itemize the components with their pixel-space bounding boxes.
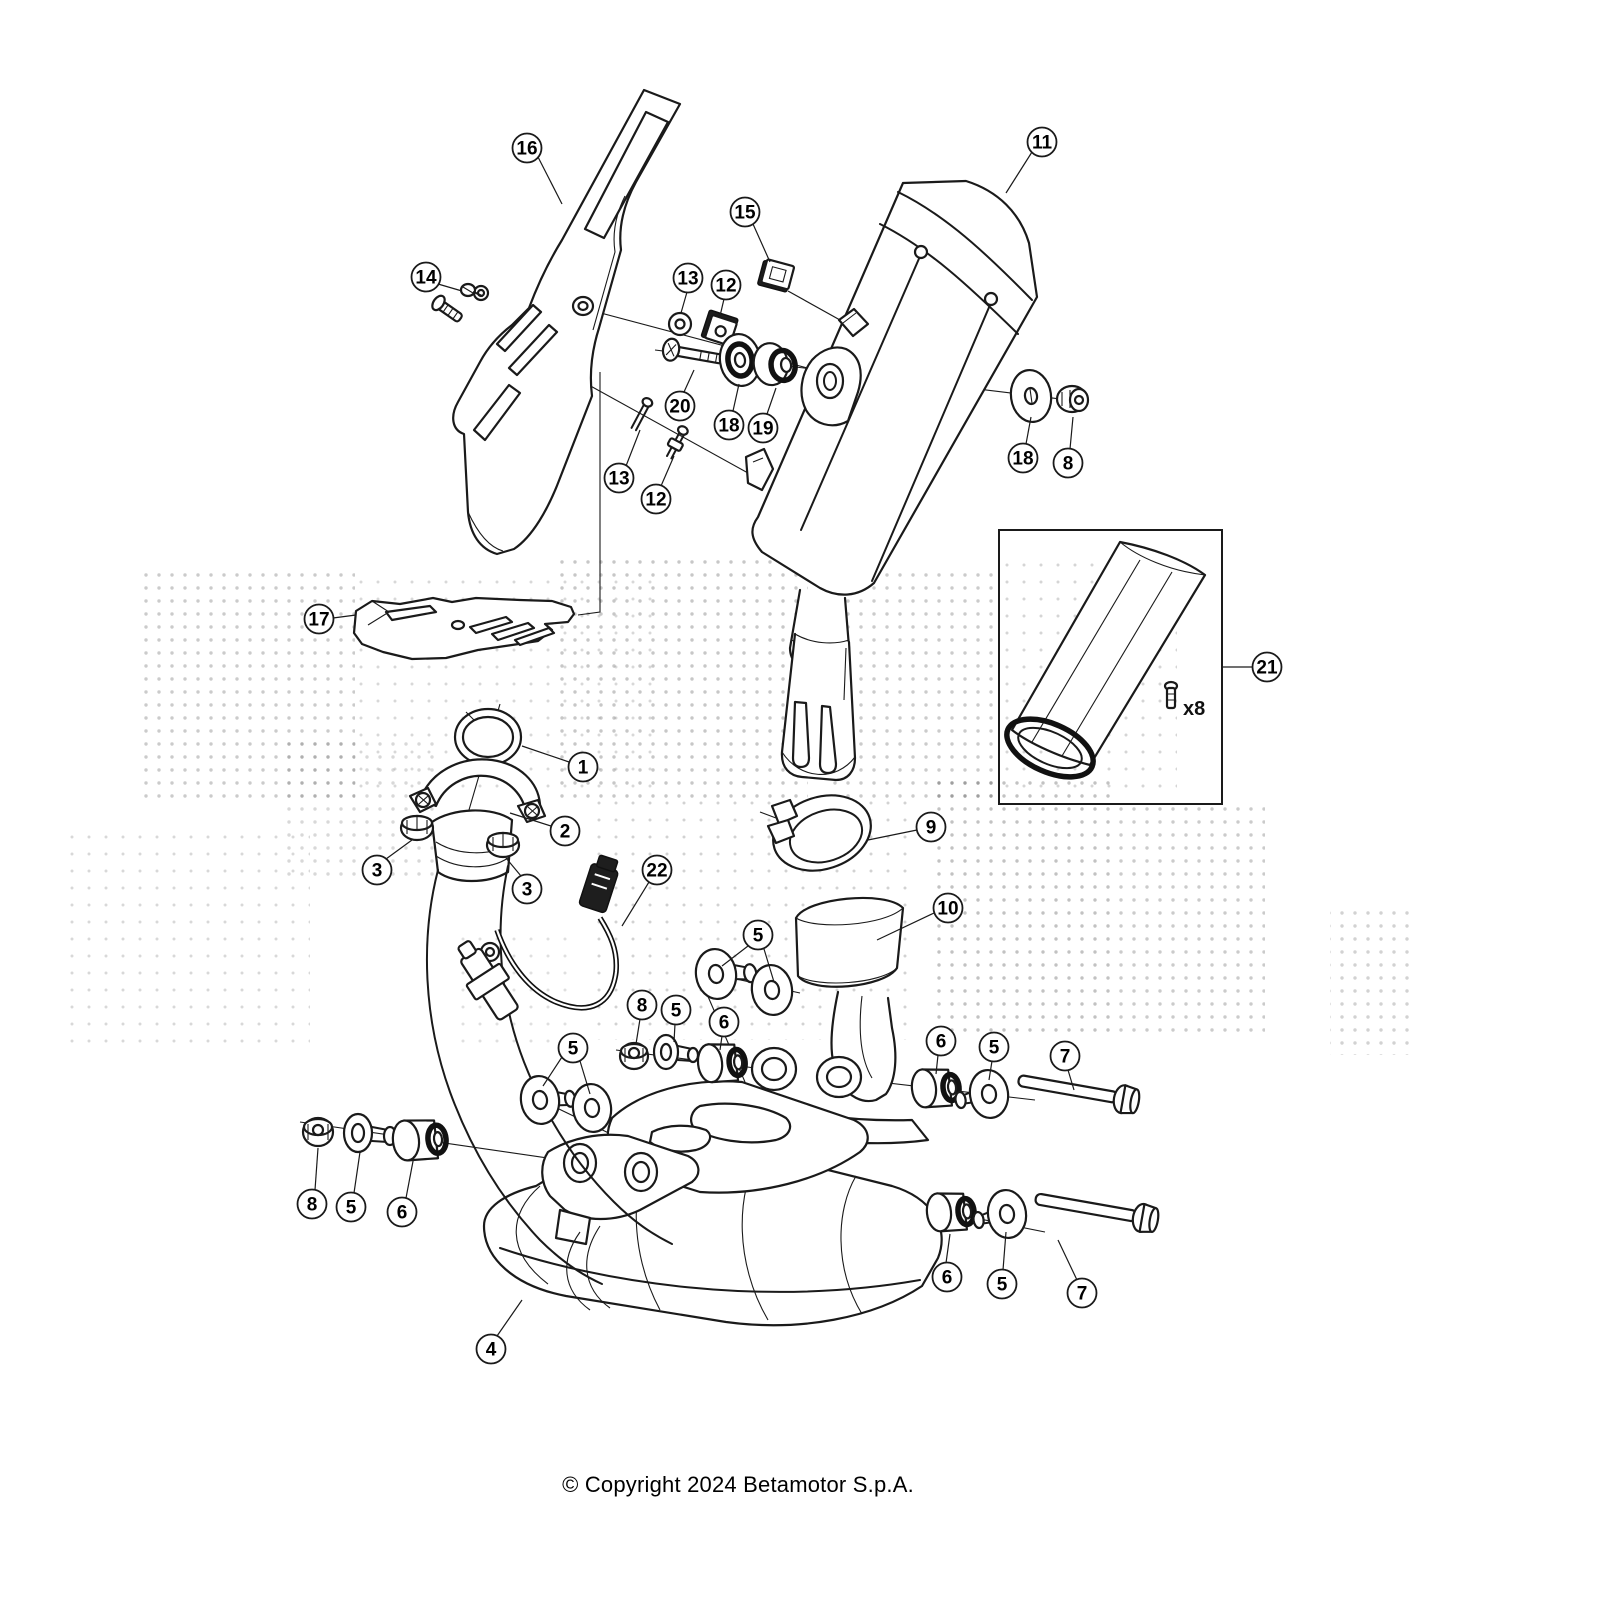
spacer-5c xyxy=(344,1114,396,1152)
callout-number: 9 xyxy=(925,817,937,839)
callout-number: 3 xyxy=(371,860,383,882)
callout-number: 13 xyxy=(677,268,699,290)
leader-line xyxy=(406,1156,414,1198)
callout-8 xyxy=(298,1148,327,1219)
bolt-20 xyxy=(661,337,724,369)
leader-line xyxy=(788,291,840,320)
mid-pipe-drawing xyxy=(782,634,855,780)
callout-number: 7 xyxy=(1059,1046,1071,1068)
bolt-7b xyxy=(1016,1067,1141,1116)
callout-number: 12 xyxy=(715,275,737,297)
copyright-text: © Copyright 2024 Betamotor S.p.A. xyxy=(562,1472,914,1497)
leader-line xyxy=(946,1234,950,1263)
callout-16 xyxy=(513,134,563,205)
bushing-6c xyxy=(391,1116,448,1162)
callout-4 xyxy=(477,1300,523,1364)
leader-line xyxy=(684,370,694,392)
callout-18 xyxy=(1009,417,1038,473)
bolt-7d xyxy=(1033,1185,1160,1234)
callout-number: 12 xyxy=(645,489,667,511)
callout-number: 19 xyxy=(752,418,774,440)
leader-line xyxy=(315,1148,318,1190)
leader-line xyxy=(733,384,739,411)
sleeve-drawing xyxy=(796,898,903,987)
callout-12 xyxy=(712,271,741,317)
callout-number: 6 xyxy=(396,1202,408,1224)
bushing-6d xyxy=(925,1190,976,1234)
callout-number: 17 xyxy=(308,609,330,631)
nut-8a xyxy=(620,1043,648,1069)
flange-nut xyxy=(487,833,519,857)
callout-12 xyxy=(642,456,675,514)
leader-line xyxy=(753,224,770,262)
callout-number: 13 xyxy=(608,468,630,490)
callout-number: 21 xyxy=(1256,657,1278,679)
square-nut-15 xyxy=(757,258,794,292)
callout-number: 16 xyxy=(516,138,538,160)
callout-number: 2 xyxy=(559,821,571,843)
callout-8 xyxy=(1054,417,1083,478)
callout-number: 8 xyxy=(636,995,648,1017)
left-hardware xyxy=(303,1114,448,1163)
leader-line xyxy=(626,430,640,466)
callout-6 xyxy=(388,1156,417,1227)
leader-line xyxy=(1058,1240,1077,1280)
callout-number: 6 xyxy=(941,1267,953,1289)
grommet-19 xyxy=(751,340,797,387)
callout-11 xyxy=(1006,128,1057,194)
callout-number: 5 xyxy=(988,1037,1000,1059)
callout-number: 5 xyxy=(996,1274,1008,1296)
callout-7 xyxy=(1058,1240,1097,1308)
callout-number: 20 xyxy=(669,396,691,418)
right-bottom-hardware xyxy=(925,1185,1160,1242)
callout-number: 5 xyxy=(567,1038,579,1060)
washer-18b xyxy=(1008,367,1055,424)
callout-number: 11 xyxy=(1031,132,1053,154)
callout-number: 18 xyxy=(1012,448,1034,470)
leader-line xyxy=(438,284,462,291)
callout-number: 15 xyxy=(734,202,756,224)
callout-number: 4 xyxy=(485,1339,497,1361)
callout-number: 6 xyxy=(718,1012,730,1034)
nut-8c xyxy=(303,1118,333,1146)
callout-13 xyxy=(605,430,641,493)
callout-21 xyxy=(1222,653,1282,682)
callout-number: 8 xyxy=(1062,453,1074,475)
callout-3 xyxy=(506,858,542,904)
leader-line xyxy=(538,157,562,204)
heat-shield-drawing xyxy=(453,90,680,554)
callout-20 xyxy=(666,370,695,421)
callout-number: 7 xyxy=(1076,1283,1088,1305)
callout-number: 5 xyxy=(345,1197,357,1219)
leader-line xyxy=(1070,417,1073,449)
leader-line xyxy=(681,292,687,313)
callout-number: 5 xyxy=(752,925,764,947)
callout-number: 14 xyxy=(415,267,437,289)
gasket-drawing xyxy=(455,709,521,765)
pin-12b xyxy=(663,424,691,461)
screw-icon xyxy=(1165,682,1177,708)
callout-number: 22 xyxy=(646,860,668,882)
callout-15 xyxy=(731,198,841,321)
bushing-6a xyxy=(696,1041,747,1085)
callout-2 xyxy=(510,813,580,846)
callout-number: 6 xyxy=(935,1031,947,1053)
callout-number: 18 xyxy=(718,415,740,437)
quantity-label: x8 xyxy=(1183,698,1206,720)
screw-14 xyxy=(430,284,482,325)
callout-number: 8 xyxy=(306,1194,318,1216)
right-mid-hardware xyxy=(910,1066,1141,1123)
leader-line xyxy=(1006,152,1032,193)
callout-number: 3 xyxy=(521,879,533,901)
callout-5 xyxy=(988,1232,1017,1299)
callout-14 xyxy=(412,263,463,292)
callout-5 xyxy=(337,1152,366,1222)
flange-nut xyxy=(401,816,433,840)
leader-line xyxy=(354,1152,360,1193)
bushing-6b xyxy=(910,1066,961,1110)
callout-6 xyxy=(927,1027,956,1075)
leader-line xyxy=(767,388,776,414)
callout-19 xyxy=(749,388,778,443)
callout-18 xyxy=(715,384,744,440)
leader-line xyxy=(497,1300,522,1336)
callout-number: 10 xyxy=(937,898,959,920)
leader-line xyxy=(661,456,674,486)
spacer-5a xyxy=(654,1035,698,1069)
callout-number: 5 xyxy=(670,1000,682,1022)
lock-nut-8b xyxy=(1057,386,1088,412)
callout-number: 1 xyxy=(577,757,589,779)
callout-13 xyxy=(674,264,703,314)
